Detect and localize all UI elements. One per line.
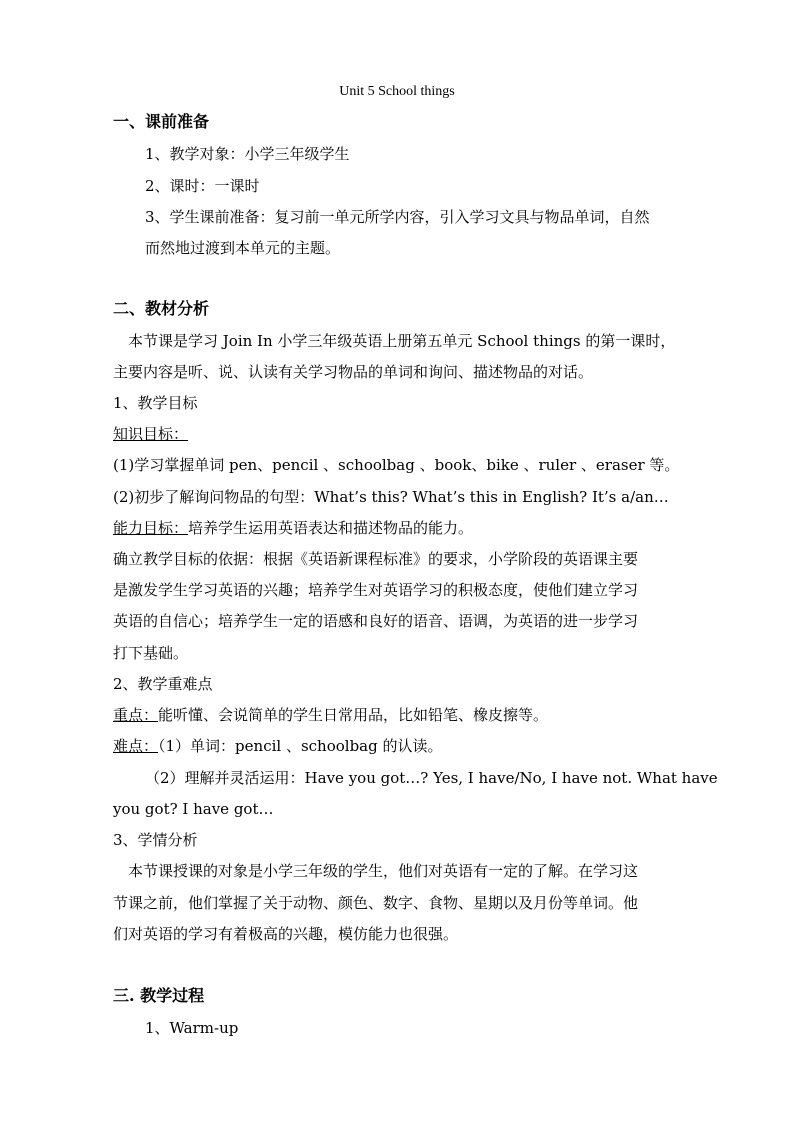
page-title: Unit 5 School things	[339, 84, 455, 99]
basis-line-1: 确立教学目标的依据：根据《英语新课程标准》的要求，小学阶段的英语课主要	[113, 550, 639, 568]
difficulty-text-3: you got? I have got…	[113, 800, 274, 818]
objectives-heading: 1、教学目标	[113, 394, 198, 412]
difficulty-label: 难点：	[113, 737, 159, 755]
section-heading-1: 一、课前准备	[113, 112, 210, 131]
key-point-line	[113, 705, 683, 725]
basis-line-3: 英语的自信心；培养学生一定的语感和良好的语音、语调，为英语的进一步学习	[113, 612, 639, 630]
difficulty-line-1	[113, 736, 683, 756]
student-analysis-heading: 3、学情分析	[113, 831, 198, 849]
knowledge-label: 知识目标：	[113, 425, 189, 443]
basis-line-4: 打下基础。	[113, 644, 189, 662]
student-analysis-3: 们对英语的学习有着极高的兴趣，模仿能力也很强。	[113, 925, 459, 943]
process-item-1: 1、Warm-up	[145, 1019, 239, 1037]
difficulty-text-1: （1）单词：pencil 、schoolbag 的认读。	[158, 737, 443, 755]
ability-text: 培养学生运用英语表达和描述物品的能力。	[188, 519, 474, 537]
key-text: 能听懂、会说简单的学生日常用品，比如铅笔、橡皮擦等。	[158, 706, 549, 724]
student-analysis-2: 节课之前，他们掌握了关于动物、颜色、数字、食物、星期以及月份等单词。他	[113, 894, 639, 912]
knowledge-item-2: (2)初步了解询问物品的句型：What’s this? What’s this in English? It’s a/an…	[113, 488, 669, 506]
basis-line-2: 是激发学生学习英语的兴趣；培养学生对英语学习的积极态度，使他们建立学习	[113, 581, 639, 599]
sec2-intro-2: 主要内容是听、说、认读有关学习物品的单词和询问、描述物品的对话。	[113, 363, 594, 381]
difficulty-text-2: （2）理解并灵活运用：Have you got…? Yes, I have/No, I have not. What have	[145, 769, 718, 787]
ability-label: 能力目标：	[113, 519, 189, 537]
sec1-item-3: 3、学生课前准备：复习前一单元所学内容，引入学习文具与物品单词，自然	[145, 208, 650, 226]
sec2-intro-1: 本节课是学习 Join In 小学三年级英语上册第五单元 School things 的第一课时，	[128, 332, 676, 350]
section-heading-2: 二、教材分析	[113, 299, 210, 318]
sec1-item-2: 2、课时：一课时	[145, 177, 260, 195]
section-heading-3: 三. 教学过程	[113, 986, 205, 1005]
key-label: 重点：	[113, 706, 159, 724]
student-analysis-1: 本节课授课的对象是小学三年级的学生，他们对英语有一定的了解。在学习这	[128, 862, 639, 880]
knowledge-item-1: (1)学习掌握单词 pen、pencil 、schoolbag 、book、bike 、ruler 、eraser 等。	[113, 456, 680, 474]
sec1-item-3-cont: 而然地过渡到本单元的主题。	[145, 239, 341, 257]
sec1-item-1: 1、教学对象：小学三年级学生	[145, 145, 350, 163]
key-points-heading: 2、教学重难点	[113, 675, 213, 693]
ability-line	[113, 518, 683, 538]
